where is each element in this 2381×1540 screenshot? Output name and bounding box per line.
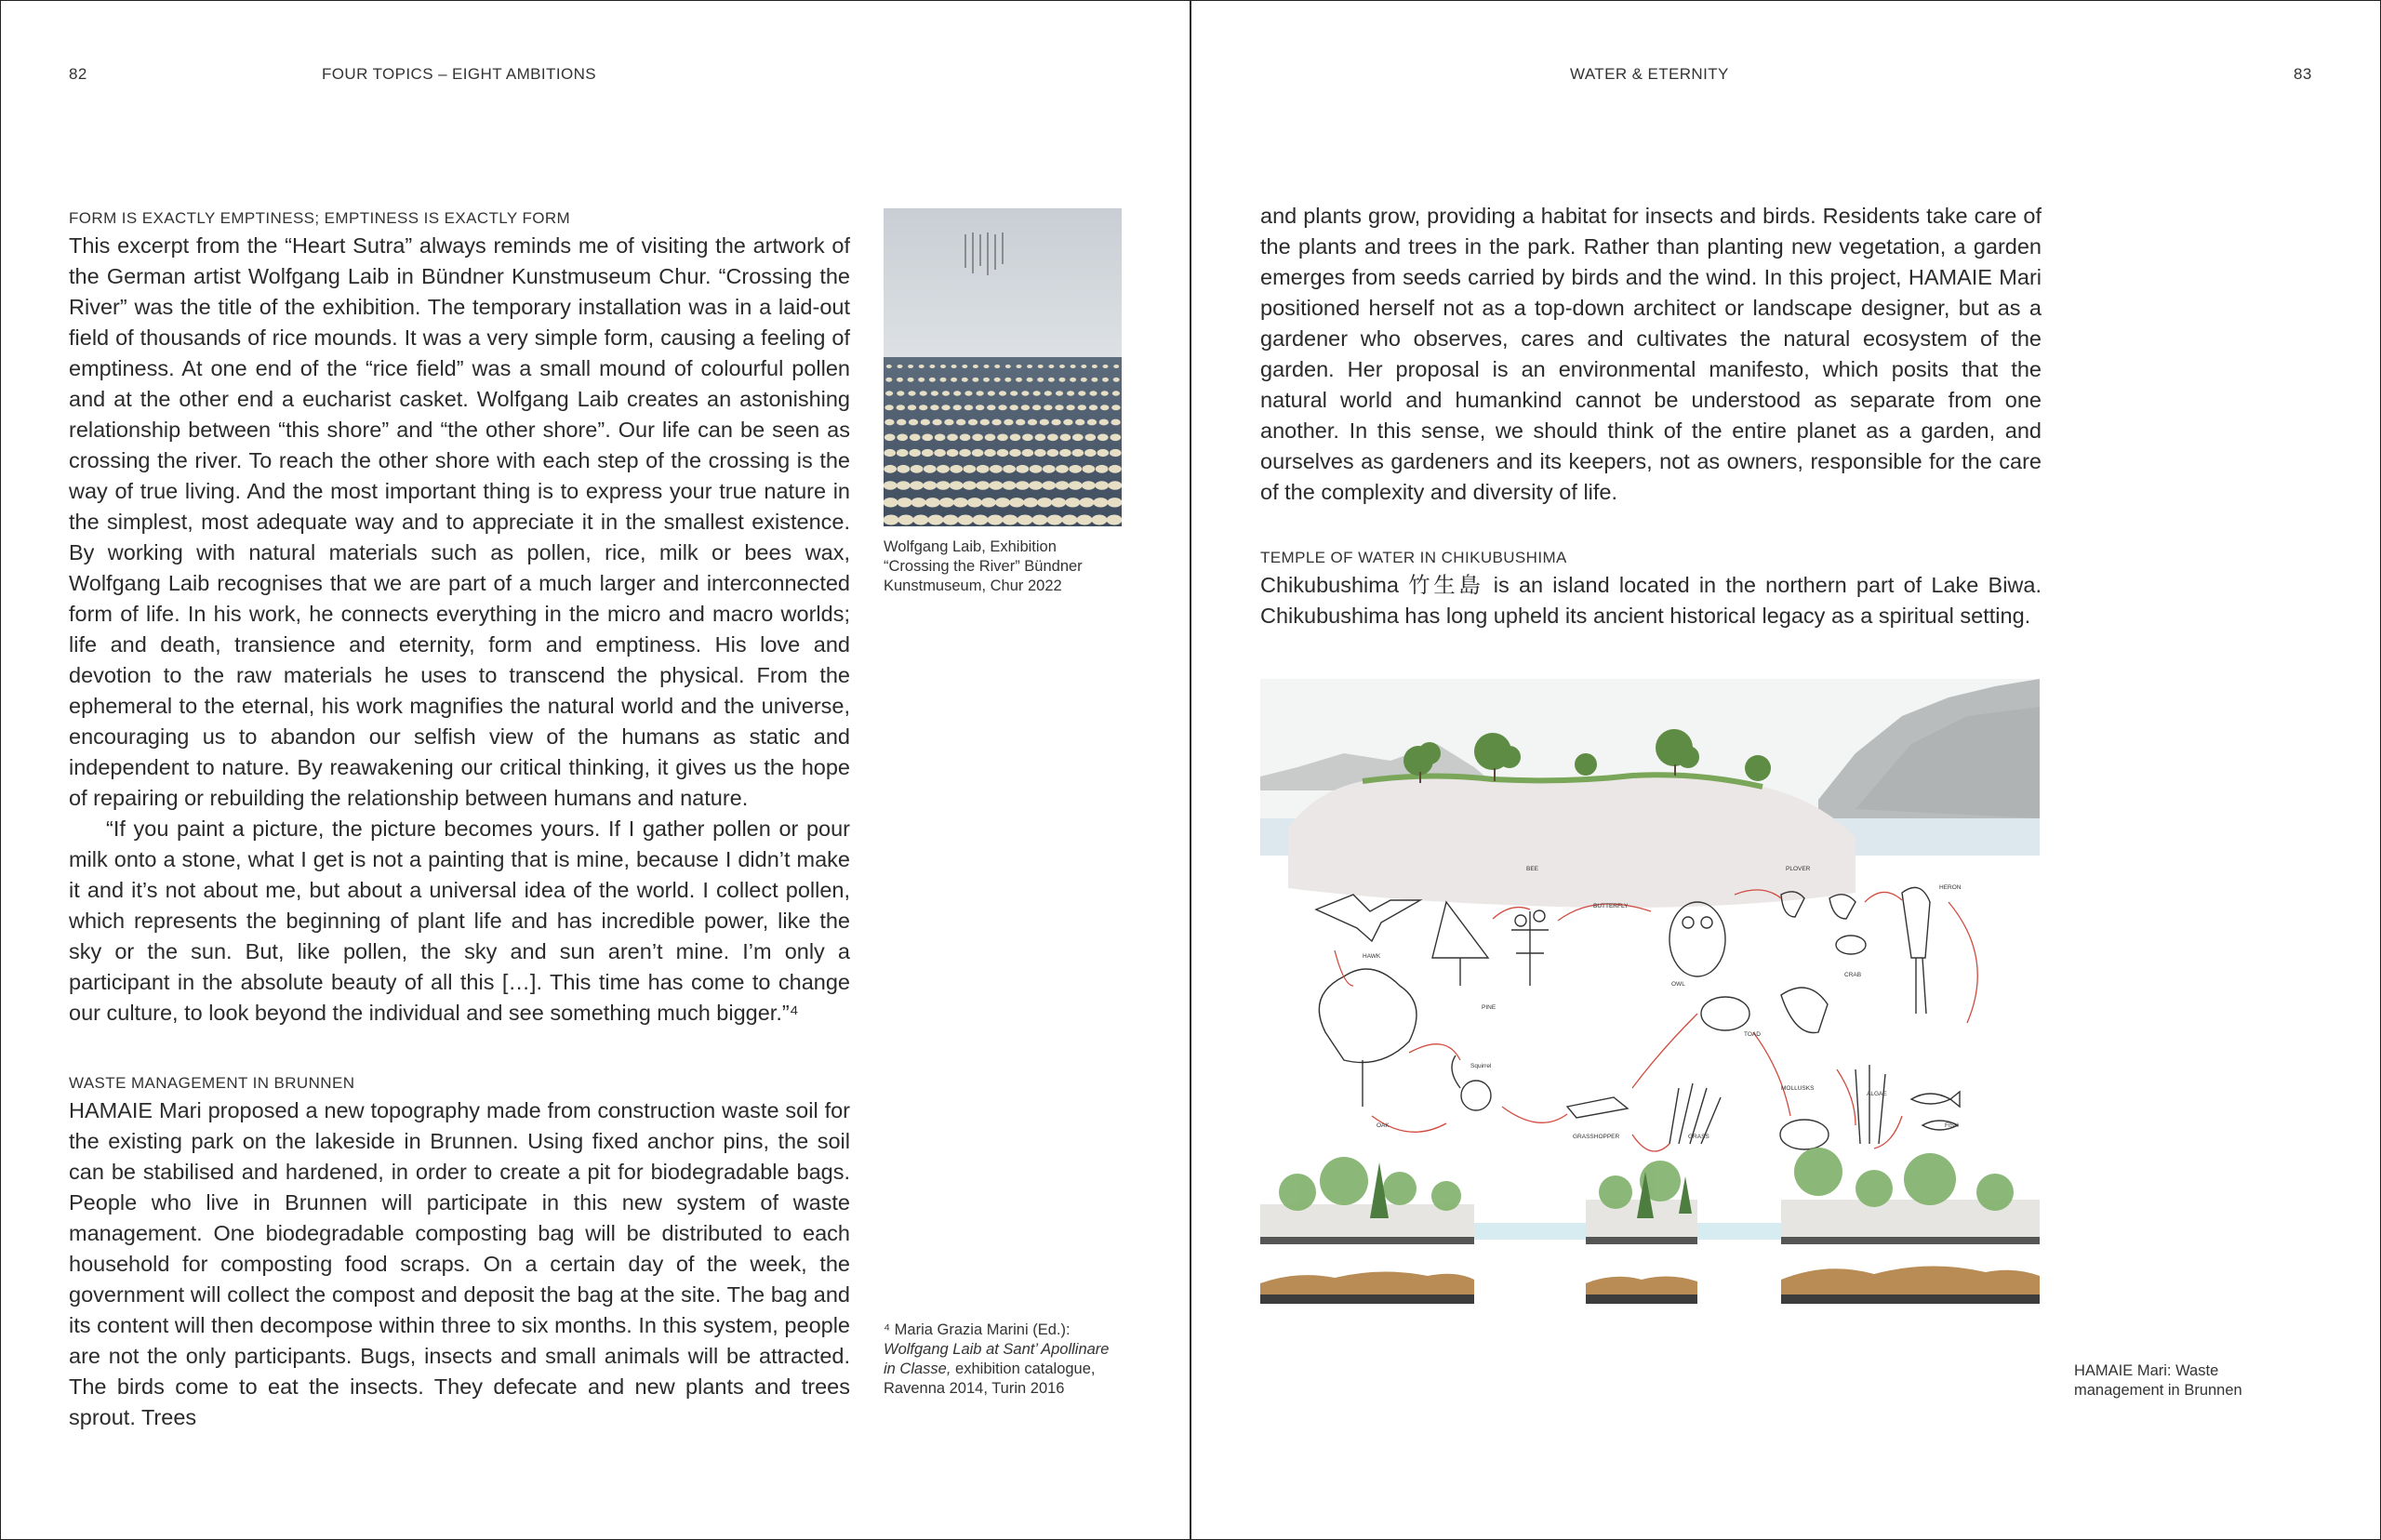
rice-mound [1003,481,1017,490]
rice-mound [897,465,910,473]
rice-mound [958,515,974,525]
rice-mound [973,515,989,525]
rice-mound [1081,378,1087,382]
rice-mound [911,465,924,473]
rice-mound [937,481,951,490]
rice-mound [1075,419,1084,426]
rice-mound [942,391,950,395]
rice-mound [1078,391,1085,395]
rice-mound [1004,378,1011,382]
rice-mound [976,405,984,410]
rice-mound [1047,515,1063,525]
rice-mound [944,419,953,426]
rice-mound [1063,419,1072,426]
rice-mound [1067,391,1074,395]
rice-mound [973,365,978,368]
rice-mound [1016,419,1025,426]
rice-mound [935,434,946,442]
rice-mound [995,498,1010,507]
section2-paragraph: HAMAIE Mari proposed a new topography made from construction waste soil for the existing park on the lakeside in Brunnen. Using fixed anchor pins, the soil can be stabilised and hardened, in order to create a pit for biodegradable bags. People who live in Brunnen will participate in this new system of waste management. One biodegradable composting bag will be distributed to each household for composting food scraps. On a certain day of the week, the government will collect the compost and deposit the bag at the site. The bag and its content will then decompose within three to six months. In this system, people are not the only participants. Bugs, insects and small animals will be attracted. The birds come to eat the insects. They defecate and new plants and trees sprout. Trees [69,1098,850,1429]
rice-mound [959,449,971,457]
rice-mound [1030,465,1043,473]
rice-mound [934,449,946,457]
rice-mound [964,405,973,410]
rice-mound [999,391,1006,395]
rice-mound [951,378,957,382]
rice-mound [920,391,927,395]
rice-mound [988,391,995,395]
rice-mound [1009,449,1021,457]
rice-mound [1032,515,1048,525]
rice-mound [950,481,964,490]
rice-mound [990,481,1004,490]
rice-mound [931,391,938,395]
section2-body [69,1095,850,1433]
rice-mound [932,419,941,426]
label-squirrel: Squirrel [1470,1063,1492,1069]
rice-mound [997,449,1009,457]
rice-mound [988,515,1004,525]
rice-mound [1022,434,1033,442]
rice-mound [1072,434,1084,442]
rice-mound [1021,405,1030,410]
rice-mound [990,465,1003,473]
rice-mound [1016,378,1022,382]
rice-mound [884,498,898,507]
rice-mound [1111,419,1120,426]
rice-mound [984,365,990,368]
rice-mound [1113,365,1119,368]
rice-mound [972,378,978,382]
label-grass: GRASS [1688,1134,1709,1140]
rice-mound [1004,419,1013,426]
rice-mound [994,378,1001,382]
rice-mound [929,378,936,382]
rice-mound [1055,405,1063,410]
rice-mound [909,419,918,426]
rice-mound [1072,449,1084,457]
rice-mound [980,419,990,426]
rice-mound [911,498,926,507]
rice-mound [1091,378,1097,382]
rice-mound [964,391,972,395]
rice-mound [1037,498,1052,507]
rice-mound [886,365,892,368]
rice-mound [1102,378,1109,382]
rice-mound [977,465,990,473]
rice-mound [1069,465,1082,473]
rice-mound [1051,498,1066,507]
rice-mound [908,405,916,410]
rice-mound [1082,481,1096,490]
rice-mound [962,365,967,368]
rice-mound [1103,365,1109,368]
rice-mound [1043,465,1056,473]
label-heron: HERON [1939,884,1962,891]
rice-mound [1027,365,1032,368]
rice-mound [909,449,921,457]
rice-mound [929,365,935,368]
label-algae: ALGAE [1867,1091,1887,1097]
rice-mound [898,498,912,507]
rice-mound [919,405,927,410]
rice-mound [897,481,911,490]
rice-mound [972,434,983,442]
rice-mound [897,405,905,410]
rice-mound [924,465,937,473]
rice-mound [1048,365,1054,368]
rice-mound [1070,378,1076,382]
rice-mound [1040,419,1049,426]
rice-mound [1010,391,1018,395]
rice-mound [1059,365,1065,368]
continued-body [1260,201,2042,508]
rice-field-photo-svg [884,208,1122,526]
rice-mound [884,515,899,525]
label-fish: FISH [1945,1122,1959,1129]
rice-mound [1051,419,1060,426]
rice-mound [947,434,958,442]
rice-mound [1021,391,1029,395]
footnote-rest: exhibition catalogue, Ravenna 2014, Turin 2016 [884,1361,1096,1397]
rice-mound [963,481,977,490]
rice-mound [897,391,904,395]
rice-mound [1092,515,1108,525]
rice-mound [960,434,971,442]
rice-mound [919,365,924,368]
rice-mound [1032,405,1041,410]
rice-mound [994,365,1000,368]
rice-mound [1111,434,1122,442]
rice-mound [1028,419,1037,426]
rice-mound [1009,498,1024,507]
rice-mound [922,434,933,442]
rice-mound [941,405,950,410]
rice-mound [922,449,934,457]
rice-mound [1010,405,1018,410]
rice-mound [1038,365,1044,368]
rice-mound [1048,378,1055,382]
rice-mound [885,419,894,426]
rice-mound [1042,481,1056,490]
rice-mound [1062,515,1078,525]
rice-mound [898,365,903,368]
footnote-prefix: ⁴ Maria Grazia Marini (Ed.): [884,1321,1071,1338]
rice-mound [1079,498,1094,507]
rice-mound [1069,481,1083,490]
rice-mound [1097,434,1109,442]
rice-mound [1078,405,1086,410]
rice-mound [1033,391,1041,395]
rice-mound [1037,378,1044,382]
footnote-book-title: Wolfgang Laib at Sant’ Apollinare in Classe, [884,1341,1110,1377]
rice-mound [1010,434,1021,442]
rice-field-photo [884,208,1122,526]
rice-mound [1081,365,1086,368]
rice-mound [939,498,954,507]
rice-mound [977,391,984,395]
rice-mound [1092,365,1097,368]
label-oak: OAK [1377,1122,1390,1129]
rice-mound [967,498,982,507]
rice-mound [1099,419,1109,426]
rice-mound [1018,515,1033,525]
rice-mound [984,449,996,457]
rice-mound [897,434,908,442]
label-grasshopper: GRASSHOPPER [1573,1134,1620,1140]
rice-mound [1089,405,1097,410]
label-butterfly: BUTTERFLY [1593,903,1629,909]
rice-mound [930,405,938,410]
rice-mound [921,419,930,426]
rice-mound [1023,498,1038,507]
rice-mound [885,391,893,395]
label-owl: OWL [1671,981,1685,988]
label-bee: BEE [1526,866,1539,872]
footnote-4 [884,1321,1116,1399]
rice-mound [1111,405,1120,410]
rice-mound [884,481,898,490]
rice-mound [913,515,929,525]
rice-mound [976,481,990,490]
rice-mound [1100,405,1109,410]
rice-mound [1089,391,1097,395]
rice-mound [1016,481,1030,490]
rice-mound [884,449,896,457]
rice-mound [884,465,897,473]
rice-mound [1034,449,1046,457]
rice-mound [940,378,947,382]
rice-mound [885,405,893,410]
rice-mound [885,378,892,382]
rice-mound [953,405,962,410]
rice-mound [910,434,921,442]
rice-mound [1113,378,1120,382]
rice-mound [937,465,950,473]
rice-mound [981,498,996,507]
rice-mound [1096,465,1109,473]
rice-mound [998,405,1006,410]
rice-mound [1084,449,1097,457]
rice-mound [1056,465,1069,473]
rice-mound [925,498,940,507]
label-plover: PLOVER [1786,866,1811,872]
section3-body [1260,570,2042,631]
rice-mound [1112,391,1120,395]
rice-mound [1029,481,1043,490]
rice-mound [956,419,965,426]
rice-mound [897,419,906,426]
rice-mound [962,378,968,382]
left-page-number: 82 [69,65,87,83]
section1-paragraph1: This excerpt from the “Heart Sutra” always reminds me of visiting the artwork of the German artist Wolfgang Laib in Bündner Kunstmuseum Chur. “Crossing the River” was the title of the exhibition. The temporary installation was in a laid-out field of thousands of rice mounds. It was a very simple form, causing a feeling of emptiness. At one end of the “rice field” was a small mound of colourful pollen and at the other end a eucharist casket. Wolfgang Laib creates an astonishing relationship between “this shore” and “the other shore”. Our life can be seen as crossing the river. To reach the other shore with each step of the crossing is the way of true living. And the most important thing is to express your true nature in the simplest, most adequate way and to appreciate it in the smallest existence. By working with natural materials such as pollen, rice, milk or bees wax, Wolfgang Laib recognises that we are part of a much larger and interconnected form of life. In his work, he connects everything in the micro and macro worlds; life and death, transience and eternity, form and emptiness. His love and devotion to the raw materials he uses to transcend the physical. From the ephemeral to the eternal, his work magnifies the natural world and the universe, encouraging us to abandon our selfish view of the humans as static and independent to nature. By reawakening our critical thinking, it gives us the hope of repairing or rebuilding the relationship between humans and nature. [69,233,850,810]
rice-mound [1101,391,1109,395]
rice-mound [968,419,978,426]
rice-mound [1047,434,1058,442]
rice-mound [918,378,924,382]
label-hawk: HAWK [1363,953,1381,960]
rice-mound [1017,365,1022,368]
rice-mound [908,391,915,395]
rice-mound [950,465,963,473]
rice-mound [953,391,961,395]
section1-body [69,231,850,1029]
rice-mound [997,434,1008,442]
continued-paragraph: and plants grow, providing a habitat for insects and birds. Residents take care of the plants and trees in the park. Rather than planting new vegetation, a garden emerges from seeds carried by birds and the wind. In this project, HAMAIE Mari positioned herself not as a top-down architect or landscape designer, but as a gardener who observes, cares and cultivates the natural ecosystem of the garden. Her proposal is an environmental manifesto, which posits that the natural world and humankind cannot be understood as separate from one another. In this sense, we should think of the entire planet as a garden, and ourselves as gardeners and its keepers, not as owners, responsible for the care of the complexity and diversity of life. [1260,204,2042,504]
rice-mound [972,449,984,457]
label-toad: TOAD [1744,1031,1761,1038]
photo-caption: Wolfgang Laib, Exhibition “Crossing the River” Bündner Kunstmuseum, Chur 2022 [884,538,1083,594]
rice-mound [928,515,944,525]
rice-mound [1066,405,1074,410]
rice-mound [1044,405,1052,410]
rice-mound [1027,378,1033,382]
rice-mound [1065,498,1080,507]
label-mollusks: MOLLUSKS [1781,1085,1815,1092]
rice-mound [1003,515,1018,525]
rice-mound [1085,434,1097,442]
label-crab: CRAB [1844,972,1862,978]
rice-mound [1077,515,1093,525]
rice-mound [985,434,996,442]
rice-mound [1059,449,1071,457]
rice-mound [1003,465,1016,473]
figure-caption: HAMAIE Mari: Waste management in Brunnen [2074,1362,2242,1399]
rice-mound [940,365,946,368]
ecosystem-illustration [1260,679,2040,1304]
section2-heading: WASTE MANAGEMENT IN BRUNNEN [69,1074,355,1092]
rice-mound [898,515,914,525]
rice-mound [1083,465,1096,473]
rice-mound [1109,481,1123,490]
rice-mound [1095,481,1109,490]
right-running-head: WATER & ETERNITY [1570,65,1729,83]
rice-mound [951,365,957,368]
rice-mound [923,481,937,490]
rice-mound [983,378,990,382]
rice-mound [1087,419,1097,426]
rice-mound [1060,434,1071,442]
rice-mound [897,378,903,382]
rice-mound [1056,391,1063,395]
section1-heading: FORM IS EXACTLY EMPTINESS; EMPTINESS IS EXACTLY FORM [69,209,571,227]
rice-mound [1107,515,1123,525]
rice-mound [1035,434,1046,442]
rice-mound [1108,498,1123,507]
right-page-number: 83 [2294,65,2312,83]
rice-mound [1005,365,1011,368]
rice-mound [947,449,959,457]
rice-mound [897,449,909,457]
rice-mound [987,405,995,410]
rice-mound [1110,449,1122,457]
section1-paragraph2: “If you paint a picture, the picture becomes yours. If I gather pollen or pour milk onto a stone, what I get is not a painting that is mine, because I didn’t make it and it’s not about me, but about a universal idea of the world. I collect pollen, which represents the beginning of plant life and has incredible power, like the sky or the sun. But, like pollen, the sky and sun aren’t mine. I’m only a participant in the absolute beauty of all this […]. This time has come to change our culture, to look beyond the individual and see something much bigger.”⁴ [69,816,850,1025]
rice-mound [1022,449,1034,457]
rice-mound [1056,481,1070,490]
rice-mound [908,378,914,382]
page-gutter [1190,0,1191,1540]
label-pine: PINE [1482,1004,1496,1011]
rice-mound [943,515,959,525]
rice-mound [1109,465,1122,473]
rice-mound [1093,498,1108,507]
rice-mound [964,465,977,473]
rice-mound [1047,449,1059,457]
rice-mound [908,365,913,368]
rice-mound [1044,391,1052,395]
rice-mound [1016,465,1029,473]
left-running-head: FOUR TOPICS – EIGHT AMBITIONS [322,65,596,83]
section3-paragraph: Chikubushima 竹生島 is an island located in the northern part of Lake Biwa. Chikubushima has long upheld its ancient historical legacy as a spiritual setting. [1260,573,2042,628]
ecosystem-illustration-svg [1260,679,2040,1304]
rice-mound [1097,449,1110,457]
section3-heading: TEMPLE OF WATER IN CHIKUBUSHIMA [1260,549,1567,566]
rice-mound [1059,378,1066,382]
rice-mound [953,498,968,507]
rice-mound [991,419,1001,426]
rice-mound [1071,365,1076,368]
rice-mound [885,434,896,442]
rice-mound [910,481,924,490]
